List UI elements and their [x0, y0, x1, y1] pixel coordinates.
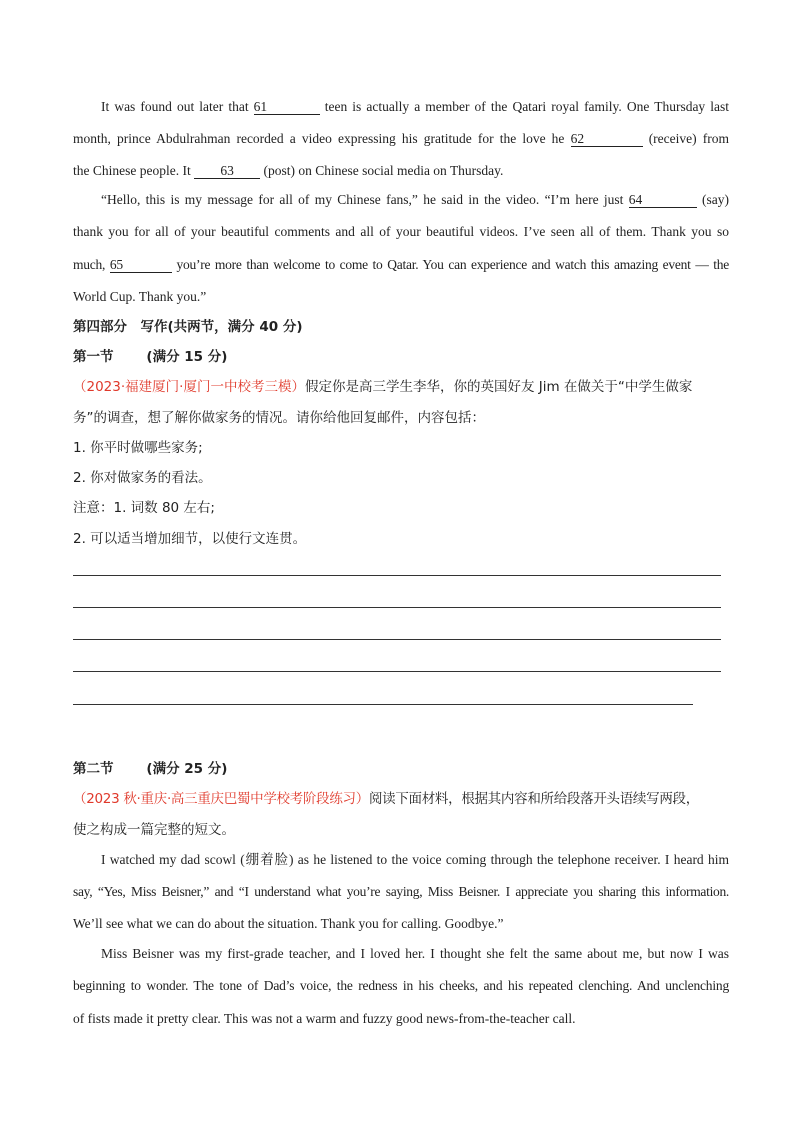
- writing-line: [73, 639, 721, 640]
- blank-62: 62: [571, 132, 643, 147]
- section1-point: 2. 你对做家务的看法。: [73, 470, 212, 486]
- section1-prompt: 务”的调查，想了解你做家务的情况。请你给他回复邮件，内容包括：: [73, 410, 485, 426]
- section2-prompt: 使之构成一篇完整的短文。: [73, 822, 235, 838]
- blank-64: 64: [629, 193, 697, 208]
- section1-note: 2. 可以适当增加细节，以使行文连贯。: [73, 531, 307, 547]
- section1-title: 第一节: [73, 349, 114, 365]
- blank-61: 61: [254, 100, 320, 115]
- story-line: I watched my dad scowl (绷着脸) as he listened to the voice coming through the telephone receiver. I heard him: [101, 852, 729, 867]
- section1-source: （2023·福建厦门·厦门一中校考三模）: [73, 379, 305, 395]
- writing-line: [73, 671, 721, 672]
- passage-line: It was found out later that 61 teen is actually a member of the Qatari royal family. One Thursday last: [101, 99, 730, 114]
- blank-63: 63: [194, 164, 260, 179]
- section2-prompt: （2023 秋·重庆·高三重庆巴蜀中学校考阶段练习）阅读下面材料，根据其内容和所给段落开头语续写两段，: [73, 791, 699, 807]
- section1-point: 1. 你平时做哪些家务;: [73, 440, 203, 456]
- writing-line: [73, 704, 693, 705]
- part4-heading: 第四部分 写作(共两节，满分 40 分): [73, 319, 303, 335]
- section2-heading: [73, 760, 227, 778]
- section1-prompt: （2023·福建厦门·厦门一中校考三模）假定你是高三学生李华，你的英国好友 Jim 在做关于“中学生做家: [73, 379, 693, 395]
- section2-source: （2023 秋·重庆·高三重庆巴蜀中学校考阶段练习）: [73, 791, 369, 807]
- section1-score: (满分 15 分): [146, 349, 228, 365]
- story-line: beginning to wonder. The tone of Dad’s voice, the redness in his cheeks, and his repeated clenching. And unclenching: [73, 978, 729, 993]
- story-line: We’ll see what we can do about the situation. Thank you for calling. Goodbye.”: [73, 916, 504, 931]
- section1-heading: [73, 348, 227, 366]
- passage-line: much, 65 you’re more than welcome to come to Qatar. You can experience and watch this amazing event — the: [73, 257, 729, 272]
- blank-65: 65: [110, 258, 172, 273]
- story-line: say, “Yes, Miss Beisner,” and “I understand what you’re saying, Miss Beisner. I appreciate you sharing this information.: [73, 884, 729, 899]
- story-line: of fists made it pretty clear. This was not a warm and fuzzy good news-from-the-teacher call.: [73, 1011, 576, 1026]
- passage-line: thank you for all of your beautiful comments and all of your beautiful videos. I’ve seen all of them. Thank you so: [73, 224, 729, 239]
- passage-line: “Hello, this is my message for all of my Chinese fans,” he said in the video. “I’m here just 64 (say): [101, 192, 730, 207]
- passage-line: World Cup. Thank you.”: [73, 289, 207, 304]
- story-line: Miss Beisner was my first-grade teacher, and I loved her. I thought she felt the same about me, but now I was: [101, 946, 729, 961]
- section2-score: (满分 25 分): [146, 761, 228, 777]
- section1-note: 注意：1. 词数 80 左右;: [73, 500, 215, 516]
- writing-line: [73, 575, 721, 576]
- section2-title: 第二节: [73, 761, 114, 777]
- passage-line: the Chinese people. It 63 (post) on Chinese social media on Thursday.: [73, 163, 504, 178]
- writing-line: [73, 607, 721, 608]
- passage-line: month, prince Abdulrahman recorded a video expressing his gratitude for the love he 62 (receive) from: [73, 131, 730, 146]
